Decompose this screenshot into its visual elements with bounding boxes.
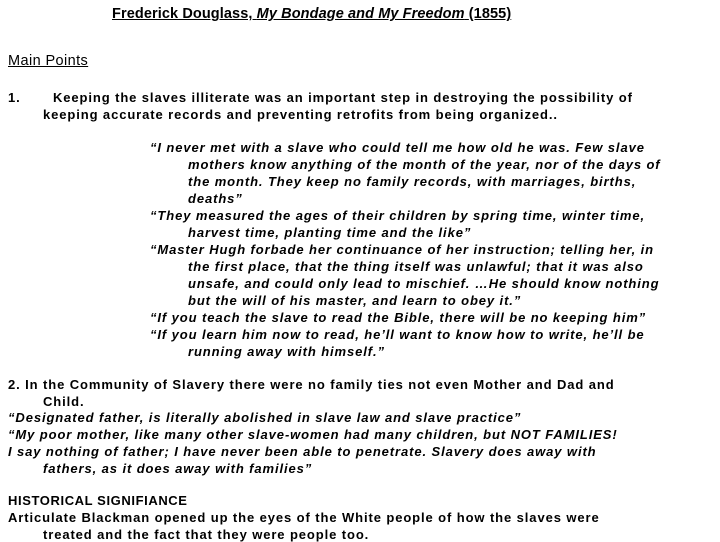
point2-line2: Child. [43, 394, 85, 409]
quote1-line: “If you learn him now to read, he’ll want to know how to write, he’ll be [150, 327, 645, 342]
quote1-line: unsafe, and could only lead to mischief. …He should know nothing [188, 276, 660, 291]
main-points-heading: Main Points [8, 53, 89, 69]
point1-line1: Keeping the slaves illiterate was an important step in destroying the possibility of [53, 90, 633, 105]
quote1-line: “If you teach the slave to read the Bible, there will be no keeping him” [150, 310, 647, 325]
quote1-line: but the will of his master, and learn to obey it.” [188, 293, 522, 308]
point1-line2: keeping accurate records and preventing retrofits from being organized.. [43, 107, 558, 122]
title-author: Frederick Douglass, [112, 6, 253, 22]
quote1-line: “They measured the ages of their children by spring time, winter time, [150, 208, 645, 223]
title-book: My Bondage and My Freedom [256, 6, 465, 22]
quote2-line: “Designated father, is literally abolished in slave law and slave practice” [8, 410, 522, 425]
quote1-line: the first place, that the thing itself was unlawful; that it was also [188, 259, 644, 274]
quote1-line: the month. They keep no family records, with marriages, births, [188, 174, 637, 189]
quote2-line: I say nothing of father; I have never been able to penetrate. Slavery does away with [8, 444, 597, 459]
quote2-line: “My poor mother, like many other slave-women had many children, but NOT FAMILIES! [8, 427, 618, 442]
quote1-line: “I never met with a slave who could tell me how old he was. Few slave [150, 140, 645, 155]
quote1-line: harvest time, planting time and the like” [188, 225, 472, 240]
quote2-line: fathers, as it does away with families” [43, 461, 313, 476]
quote1-line: deaths” [188, 191, 243, 206]
quote1-line: “Master Hugh forbade her continuance of her instruction; telling her, in [150, 242, 654, 257]
historical-heading: HISTORICAL SIGNIFIANCE [8, 493, 188, 508]
point1-number: 1. [8, 90, 21, 105]
historical-line2: treated and the fact that they were people too. [43, 527, 370, 542]
quote1-line: mothers know anything of the month of the year, nor of the days of [188, 157, 661, 172]
historical-line1: Articulate Blackman opened up the eyes of the White people of how the slaves were [8, 510, 600, 525]
quote1-line: running away with himself.” [188, 344, 385, 359]
title-year: (1855) [468, 6, 512, 22]
point2-line1: 2. In the Community of Slavery there were no family ties not even Mother and Dad and [8, 377, 615, 392]
page-title [112, 6, 511, 22]
